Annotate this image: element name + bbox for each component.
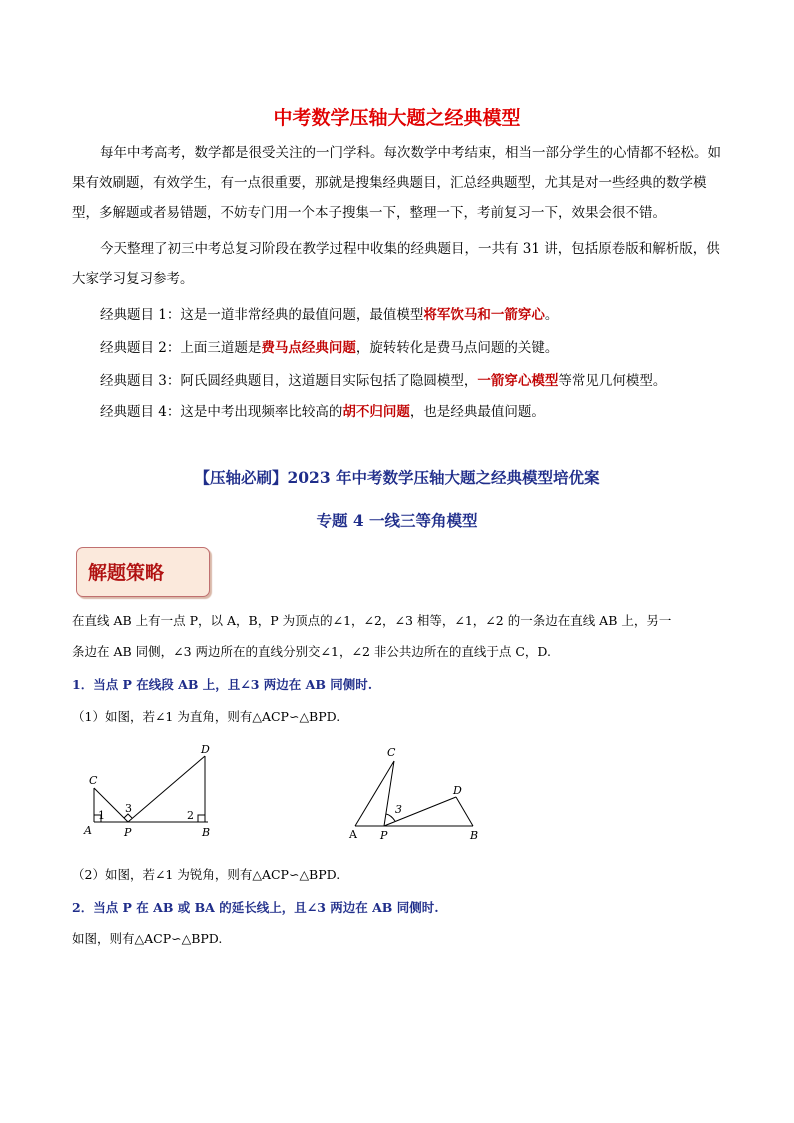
intro-paragraph-2: 今天整理了初三中考总复习阶段在教学过程中收集的经典题目，一共有 31 讲，包括原卷版和解析版，供大家学习复习参考。 [72,241,720,287]
page-title: 中考数学压轴大题之经典模型 [273,107,521,129]
item-2-text: 经典题目 2：上面三道题是 [100,340,262,356]
fig2-label-a: A [349,828,357,841]
strategy-line-1: 在直线 AB 上有一点 P，以 A，B，P 为顶点的∠1，∠2，∠3 相等，∠1，∠2 的一条边在直线 AB 上，另一 [72,613,672,628]
fig1-label-d: D [201,743,210,756]
fig1-right-mark-b [198,815,205,822]
case-2-title: 2．当点 P 在 AB 或 BA 的延长线上，且∠3 两边在 AB 同侧时. [72,900,439,915]
item-3-highlight: 一箭穿心模型 [477,373,559,389]
item-2-suffix: ，旋转转化是费马点问题的关键。 [355,340,559,356]
fig1-label-b: B [202,826,211,839]
item-3-text: 经典题目 3：阿氏圆经典题目，这道题目实际包括了隐圆模型， [100,373,478,389]
strategy-badge-label: 解题策略 [88,562,165,584]
fig1-angle-1: 1 [98,809,105,822]
fig2-label-b: B [470,829,479,842]
fig1-angle-3: 3 [125,802,132,815]
section-title: 【压轴必刷】2023 年中考数学压轴大题之经典模型培优案 [194,468,600,487]
figure-right-angle [80,742,220,842]
case-1-b: （2）如图，若∠1 为锐角，则有△ACP∽△BPD. [72,867,341,882]
fig2-label-c: C [387,746,396,759]
item-1-text: 经典题目 1：这是一道非常经典的最值问题，最值模型 [100,307,424,323]
case-2-a: 如图，则有△ACP∽△BPD. [72,931,223,946]
topic-title: 专题 4 一线三等角模型 [316,511,478,530]
fig2-angle-3: 3 [395,803,402,816]
fig1-angle-2: 2 [187,809,194,822]
strategy-line-2: 条边在 AB 同侧，∠3 两边所在的直线分别交∠1，∠2 非公共边所在的直线于点 C，D. [72,644,551,659]
fig2-line-db [456,797,473,826]
case-1-title: 1．当点 P 在线段 AB 上，且∠3 两边在 AB 同侧时. [72,677,373,692]
item-2-highlight: 费马点经典问题 [261,340,356,356]
item-4-highlight: 胡不归问题 [342,404,410,420]
fig1-label-c: C [89,774,98,787]
classic-item-3 [100,369,666,389]
classic-item-1 [100,303,558,323]
fig2-label-d: D [453,784,462,797]
fig1-label-p: P [124,826,132,839]
item-4-suffix: ，也是经典最值问题。 [409,404,545,420]
fig2-line-ac [355,761,394,826]
item-3-suffix: 等常见几何模型。 [558,373,667,389]
fig2-angle-arc [386,814,395,821]
intro-paragraph-1: 每年中考高考，数学都是很受关注的一门学科。每次数学中考结束，相当一部分学生的心情都不轻松。如果有效刷题，有效学生，有一点很重要，那就是搜集经典题目，汇总经典题型，尤其是对一些经典的数学模型，多解题或者易错题，不妨专门用一个本子搜集一下，整理一下，考前复习一下，效果会很不错。 [72,145,721,221]
fig2-line-cp [384,761,394,826]
case-1-a: （1）如图，若∠1 为直角，则有△ACP∽△BPD. [72,709,341,724]
classic-item-4 [100,400,545,420]
fig1-label-a: A [84,824,92,837]
strategy-badge [76,547,210,597]
item-1-suffix: 。 [544,307,559,323]
fig2-label-p: P [380,829,388,842]
item-1-highlight: 将军饮马和一箭穿心 [423,307,545,323]
figure-acute-angle [345,742,485,842]
classic-item-2 [100,336,558,356]
item-4-text: 经典题目 4：这是中考出现频率比较高的 [100,404,343,420]
